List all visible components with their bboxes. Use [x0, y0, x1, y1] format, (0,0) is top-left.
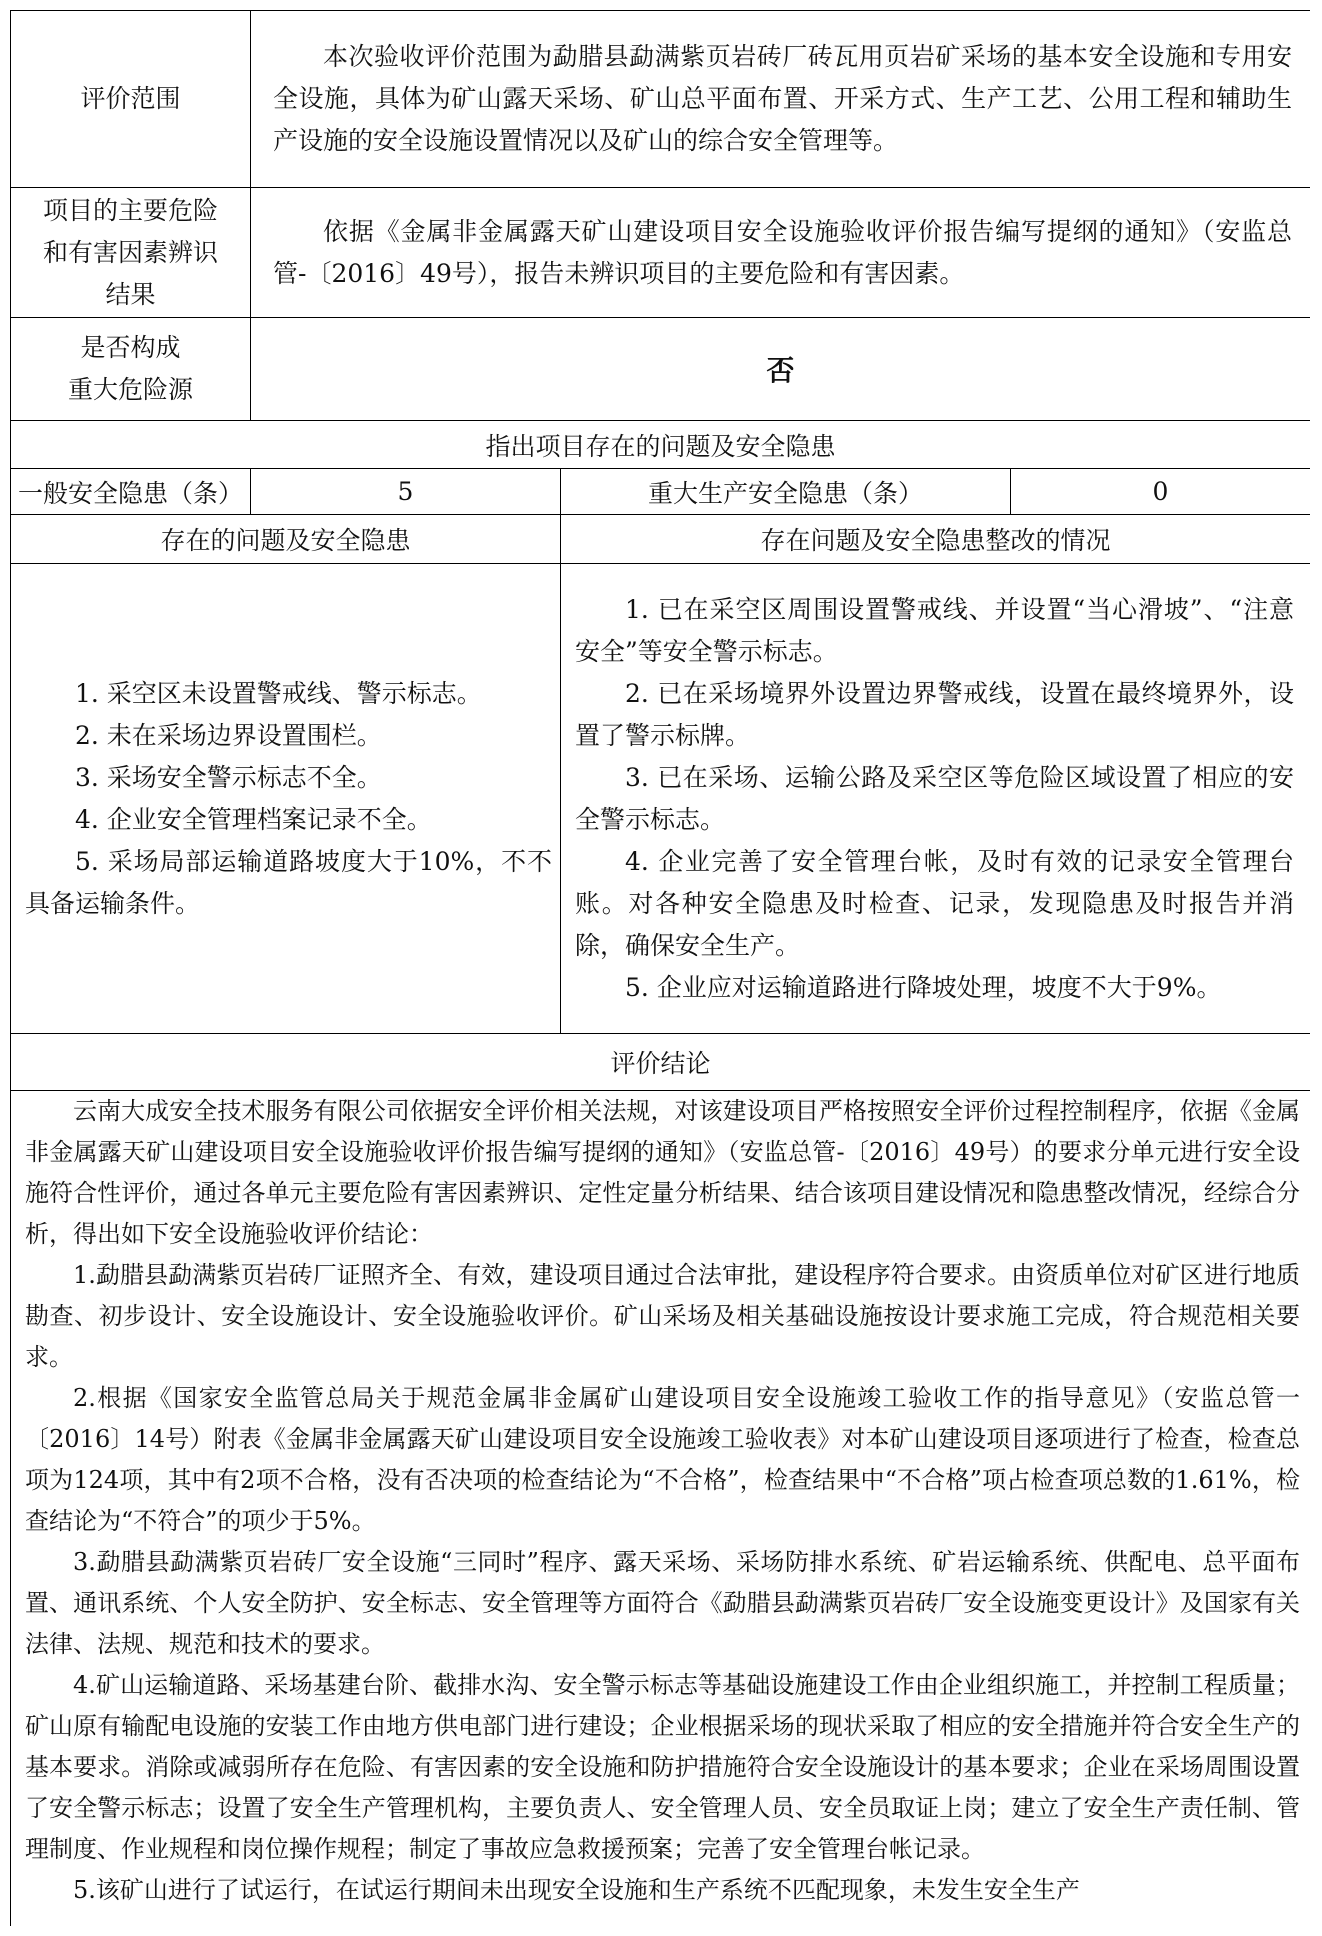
issues-heading-row: [11, 421, 1311, 469]
major-hazard-label-line-2: 重大危险源: [67, 375, 193, 404]
conclusion-heading-row: [11, 1034, 1311, 1091]
scope-text: 本次验收评价范围为勐腊县勐满紫页岩砖厂砖瓦用页岩矿采场的基本安全设施和专用安全设施，具体为矿山露天采场、矿山总平面布置、开采方式、生产工艺、公用工程和辅助生产设施的安全设施设置情况以及矿山的综合安全管理等。: [251, 11, 1311, 188]
hazard-label-line-3: 结果: [105, 279, 156, 309]
major-hazard-label-line-1: 是否构成: [80, 333, 181, 362]
evaluation-table: [10, 10, 1310, 1926]
issues-body-row: [11, 564, 1311, 1034]
conclusion-paragraph: 1.勐腊县勐满紫页岩砖厂证照齐全、有效，建设项目通过合法审批，建设程序符合要求。由资质单位对矿区进行地质勘查、初步设计、安全设施设计、安全设施验收评价。矿山采场及相关基础设施按设计要求施工完成，符合规范相关要求。: [25, 1261, 1301, 1371]
rectification-item: 2. 已在采场境界外设置边界警戒线，设置在最终境界外，设置了警示标牌。: [575, 678, 1295, 750]
general-hazard-label: 一般安全隐患（条）: [11, 469, 251, 515]
problems-list: [11, 564, 561, 1034]
hazard-label-line-1: 项目的主要危险: [42, 195, 218, 225]
problem-item: 4. 企业安全管理档案记录不全。: [75, 804, 432, 834]
hazard-text: 依据《金属非金属露天矿山建设项目安全设施验收评价报告编写提纲的通知》（安监总管-〔2016〕49号），报告未辨识项目的主要危险和有害因素。: [251, 188, 1311, 318]
hazard-label: [11, 188, 251, 318]
conclusion-paragraph: 4.矿山运输道路、采场基建台阶、截排水沟、安全警示标志等基础设施建设工作由企业组织施工，并控制工程质量；矿山原有输配电设施的安装工作由地方供电部门进行建设；企业根据采场的现状采取了相应的安全措施并符合安全生产的基本要求。消除或减弱所存在危险、有害因素的安全设施和防护措施符合安全设施设计的基本要求；企业在采场周围设置了安全警示标志；设置了安全生产管理机构，主要负责人、安全管理人员、安全员取证上岗；建立了安全生产责任制、管理制度、作业规程和岗位操作规程；制定了事故应急救援预案；完善了安全管理台帐记录。: [25, 1671, 1301, 1863]
rectification-item: 5. 企业应对运输道路进行降坡处理，坡度不大于9%。: [625, 972, 1222, 1002]
rectification-list: [561, 564, 1311, 1034]
problem-item: 3. 采场安全警示标志不全。: [75, 762, 382, 792]
conclusion-paragraph: 2.根据《国家安全监管总局关于规范金属非金属矿山建设项目安全设施竣工验收工作的指导意见》（安监总管一〔2016〕14号）附表《金属非金属露天矿山建设项目安全设施竣工验收表》对本矿山建设项目逐项进行了检查，检查总项为124项，其中有2项不合格，没有否决项的检查结论为“不合格”，检查结果中“不合格”项占检查项总数的1.61%，检查结论为“不符合”的项少于5%。: [25, 1384, 1301, 1535]
conclusion-heading: 评价结论: [11, 1034, 1311, 1091]
problem-item: 2. 未在采场边界设置围栏。: [75, 720, 382, 750]
problem-item: 5. 采场局部运输道路坡度大于10%，不不具备运输条件。: [25, 846, 552, 918]
conclusion-paragraph: 3.勐腊县勐满紫页岩砖厂安全设施“三同时”程序、露天采场、采场防排水系统、矿岩运输系统、供配电、总平面布置、通讯系统、个人安全防护、安全标志、安全管理等方面符合《勐腊县勐满紫页岩砖厂安全设施变更设计》及国家有关法律、法规、规范和技术的要求。: [25, 1548, 1301, 1658]
rectification-item: 4. 企业完善了安全管理台帐，及时有效的记录安全管理台账。对各种安全隐患及时检查、记录，发现隐患及时报告并消除，确保安全生产。: [575, 846, 1295, 960]
problem-item: 1. 采空区未设置警戒线、警示标志。: [75, 678, 482, 708]
rectification-item: 1. 已在采空区周围设置警戒线、并设置“当心滑坡”、“注意安全”等安全警示标志。: [575, 594, 1295, 666]
major-production-hazard-count: 0: [1011, 469, 1311, 515]
scope-row: [11, 11, 1311, 188]
major-hazard-row: [11, 318, 1311, 421]
counts-row: [11, 469, 1311, 515]
hazard-label-line-2: 和有害因素辨识: [42, 237, 218, 267]
problems-column-header: 存在的问题及安全隐患: [11, 515, 561, 564]
general-hazard-count: 5: [251, 469, 561, 515]
hazard-row: [11, 188, 1311, 318]
issues-columns-row: [11, 515, 1311, 564]
major-production-hazard-label: 重大生产安全隐患（条）: [561, 469, 1011, 515]
major-hazard-label: [11, 318, 251, 421]
rectification-column-header: 存在问题及安全隐患整改的情况: [561, 515, 1311, 564]
conclusion-body-row: [11, 1091, 1311, 1927]
conclusion-body: [11, 1091, 1311, 1927]
rectification-item: 3. 已在采场、运输公路及采空区等危险区域设置了相应的安全警示标志。: [575, 762, 1295, 834]
scope-label: 评价范围: [11, 11, 251, 188]
conclusion-paragraph: 5.该矿山进行了试运行，在试运行期间未出现安全设施和生产系统不匹配现象，未发生安全生产: [73, 1876, 1080, 1904]
conclusion-paragraph: 云南大成安全技术服务有限公司依据安全评价相关法规，对该建设项目严格按照安全评价过程控制程序，依据《金属非金属露天矿山建设项目安全设施验收评价报告编写提纲的通知》（安监总管-〔2016〕49号）的要求分单元进行安全设施符合性评价，通过各单元主要危险有害因素辨识、定性定量分析结果、结合该项目建设情况和隐患整改情况，经综合分析，得出如下安全设施验收评价结论：: [25, 1097, 1301, 1248]
document-page: [10, 10, 1310, 1926]
major-hazard-value: 否: [251, 318, 1311, 421]
issues-heading: 指出项目存在的问题及安全隐患: [11, 421, 1311, 469]
